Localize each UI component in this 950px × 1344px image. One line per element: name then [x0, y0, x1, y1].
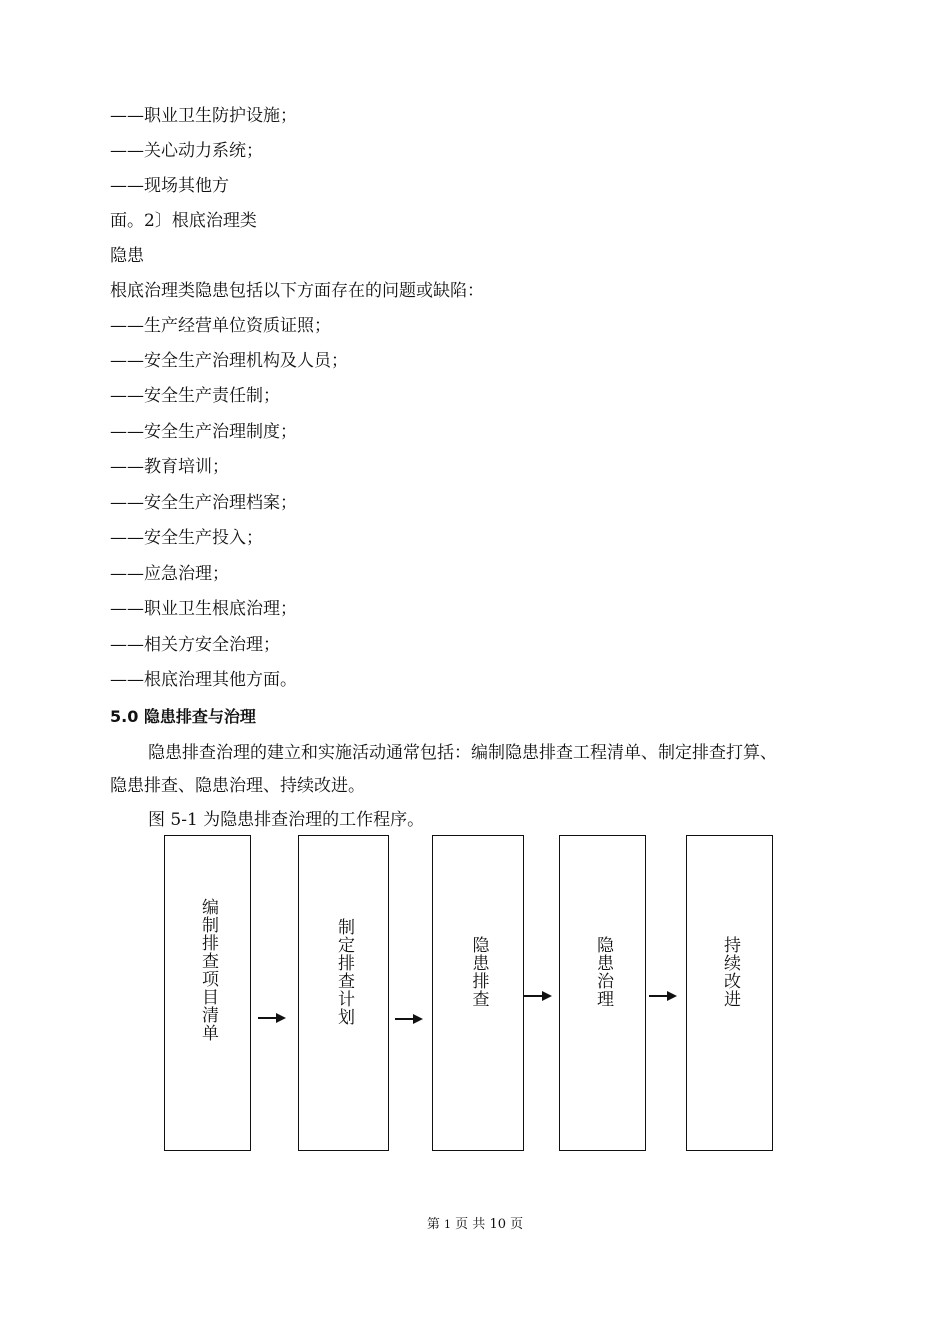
flow-step-label: 隐患治理	[593, 936, 613, 1008]
list-item: ——安全生产治理档案；	[110, 493, 297, 513]
list-item: ——教育培训；	[110, 457, 229, 477]
text-line: 面。2〕根底治理类	[110, 211, 257, 231]
page-footer	[0, 1216, 950, 1234]
list-item: ——职业卫生根底治理；	[110, 599, 297, 619]
flow-step-label: 隐患排查	[468, 936, 489, 1008]
flow-step-label: 制定排查计划	[334, 918, 354, 1026]
footer-page-number: 1	[444, 1218, 452, 1231]
flow-step-compile-list	[164, 835, 251, 1151]
arrow-right-icon	[258, 1011, 288, 1025]
list-item: ——生产经营单位资质证照；	[110, 316, 331, 336]
footer-prefix: 第	[426, 1217, 440, 1232]
arrow-right-icon	[649, 989, 679, 1003]
paragraph-line: 隐患排查、隐患治理、持续改进。	[110, 776, 365, 796]
arrow-right-icon	[395, 1012, 425, 1026]
list-item: ——安全生产治理机构及人员；	[110, 351, 348, 371]
flow-step-hazard-fix	[559, 835, 646, 1151]
list-item: ——相关方安全治理；	[110, 635, 280, 655]
flow-step-make-plan	[298, 835, 389, 1151]
section-heading: 5.0 隐患排查与治理	[110, 707, 256, 726]
list-item: ——安全生产治理制度；	[110, 422, 297, 442]
paragraph-line: 隐患排查治理的建立和实施活动通常包括：编制隐患排查工程清单、制定排查打算、	[148, 743, 777, 763]
flow-step-improve	[686, 835, 773, 1151]
footer-middle: 页 共	[455, 1217, 486, 1232]
arrow-right-icon	[524, 989, 554, 1003]
text-line: 隐患	[110, 246, 144, 266]
list-item: ——安全生产责任制；	[110, 386, 280, 406]
flow-step-hazard-check	[432, 835, 524, 1151]
text-line: 根底治理类隐患包括以下方面存在的问题或缺陷：	[110, 281, 484, 301]
flow-step-label: 编制排查项目清单	[198, 898, 218, 1042]
footer-total-pages: 10	[489, 1217, 506, 1232]
list-item: ——关心动力系统；	[110, 141, 263, 161]
list-item: ——职业卫生防护设施；	[110, 106, 297, 126]
footer-suffix: 页	[510, 1217, 524, 1232]
flow-step-label: 持续改进	[720, 936, 740, 1008]
list-item: ——根底治理其他方面。	[110, 670, 297, 690]
list-item: ——安全生产投入；	[110, 528, 263, 548]
list-item: ——现场其他方	[110, 176, 229, 196]
list-item: ——应急治理；	[110, 564, 229, 584]
figure-caption: 图 5-1 为隐患排查治理的工作程序。	[148, 810, 425, 830]
